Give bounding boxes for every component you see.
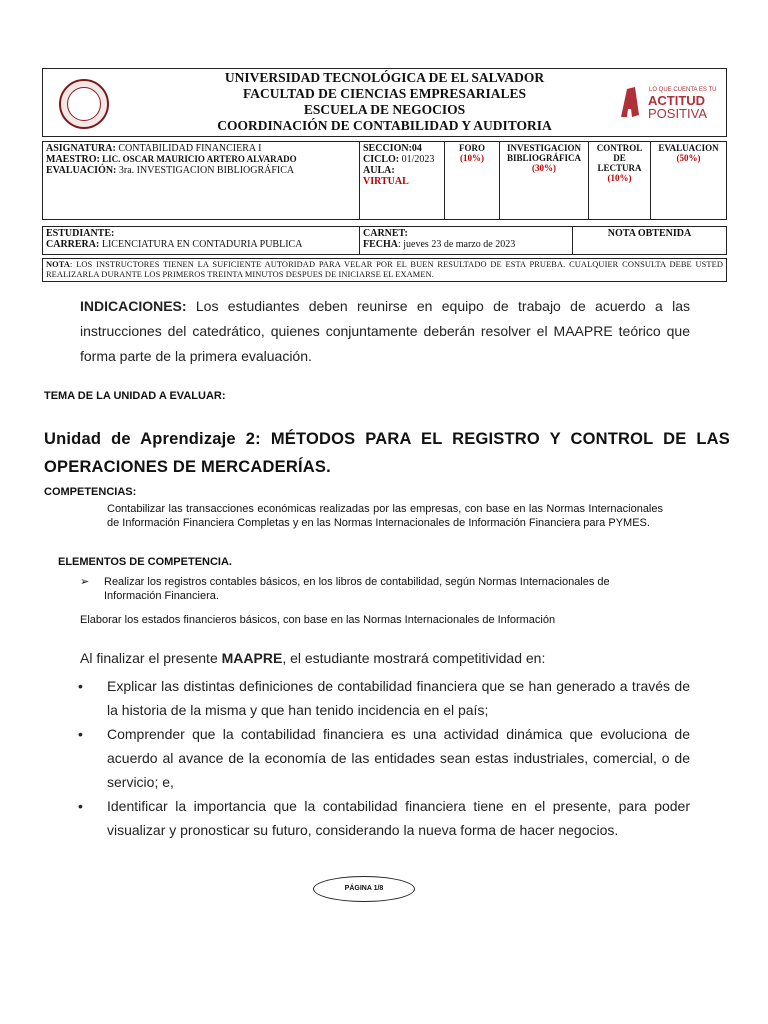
maestro-value: LIC. OSCAR MAURICIO ARTERO ALVARADO: [102, 154, 297, 164]
elementos-heading: ELEMENTOS DE COMPETENCIA.: [58, 556, 232, 568]
foro-pct: (10%): [460, 153, 484, 163]
logo-positiva: POSITIVA: [648, 106, 707, 121]
ciclo-value: 01/2023: [401, 154, 435, 165]
evaluacion-value: 3ra. INVESTIGACION BIBLIOGRÁFICA: [118, 165, 295, 176]
coordination-name: COORDINACIÓN DE CONTABILIDAD Y AUDITORIA: [217, 118, 552, 133]
carrera-value: LICENCIATURA EN CONTADURIA PUBLICA: [101, 239, 303, 250]
eval-pct: (50%): [676, 153, 701, 163]
estudiante-label: ESTUDIANTE:: [46, 228, 115, 239]
competency-bullet-list: [78, 674, 690, 842]
list-item: • Identificar la importancia que la contabilidad financiera tiene en el presente, para poder visualizar y pronosticar su futuro, considerando la nueva forma de hacer negocios.: [78, 794, 690, 842]
logo-small-text: LO QUE CUENTA ES TU: [649, 87, 717, 93]
arrow-bullet-icon: ➢: [80, 576, 90, 588]
bullet-icon: •: [78, 798, 83, 814]
nota-box: NOTA: LOS INSTRUCTORES TIENEN LA SUFICIENTE AUTORIDAD PARA VELAR POR EL BUEN RESULTADO DE ESTA PRUEBA. CUALQUIER CONSULTA DEBE USTED REALIZARLA DURANTE LOS PRIMEROS TREINTA MINUTOS DESPUES DE INICIARSE EL EXAMEN.: [42, 258, 727, 282]
asignatura-value: CONTABILIDAD FINANCIERA I: [118, 143, 262, 154]
student-info-table: ESTUDIANTE: CARRERA: LICENCIATURA EN CONTADURIA PUBLICA CARNET: FECHA: jueves 23 de marzo de 2023 NOTA OBTENIDA: [42, 226, 727, 255]
page-number: PÁGINA 1/8: [313, 876, 415, 902]
bullet-icon: •: [78, 678, 83, 694]
bullet-icon: •: [78, 726, 83, 742]
seccion-value: 04: [411, 143, 422, 154]
elaborar-text: Elaborar los estados financieros básicos, con base en las Normas Internacionales de Información: [80, 614, 556, 626]
carnet-label: CARNET:: [363, 228, 408, 239]
competencias-heading: COMPETENCIAS:: [44, 486, 137, 498]
university-name: UNIVERSIDAD TECNOLÓGICA DE EL SALVADOR: [224, 70, 545, 85]
faculty-name: FACULTAD DE CIENCIAS EMPRESARIALES: [243, 86, 526, 101]
fecha-value: : jueves 23 de marzo de 2023: [398, 239, 516, 250]
aula-value: VIRTUAL: [363, 176, 409, 187]
list-item: • Comprender que la contabilidad financiera es una actividad dinámica que evoluciona de acuerdo al avance de la economía de las entidades sean estas industriales, comercial, o de servicio; e,: [78, 722, 690, 794]
course-info-table: ASIGNATURA: CONTABILIDAD FINANCIERA I MAESTRO: LIC. OSCAR MAURICIO ARTERO ALVARADO EVALUACIÓN: 3ra. INVESTIGACION BIBLIOGRÁFICA SECCION:04 CICLO: 01/2023 AULA: VIRTUAL FORO (10%) INVESTIGACION BIBLIOGRÁFICA (30%) CONTROL DE LECTURA (10%) EVALUACION (50%): [42, 141, 727, 220]
indicaciones-paragraph: INDICACIONES: Los estudiantes deben reunirse en equipo de trabajo de acuerdo a las instrucciones del catedrático, quienes conjuntamente deberán resolver el MAAPRE teórico que forma parte de la primera evaluación.: [80, 298, 690, 364]
list-item: • Explicar las distintas definiciones de contabilidad financiera que se han generado a través de la historia de la misma y que han tenido incidencia en el país;: [78, 674, 690, 722]
unidad-title: Unidad de Aprendizaje 2: MÉTODOS PARA EL REGISTRO Y CONTROL DE LAS OPERACIONES DE MERCADERÍAS.: [44, 430, 730, 476]
invest-pct: (30%): [532, 163, 556, 173]
school-name: ESCUELA DE NEGOCIOS: [303, 102, 466, 117]
header-box: [42, 68, 727, 137]
nota-obtenida-label: NOTA OBTENIDA: [607, 228, 692, 239]
control-pct: (10%): [607, 173, 632, 183]
competencias-text: Contabilizar las transacciones económicas realizadas por las empresas, con base en las Normas Internacionales de Información Financiera Completas y en las Normas Internacionales de Información Financiera para PYMES.: [107, 503, 663, 529]
actitud-positiva-logo: [617, 81, 719, 123]
tema-heading: TEMA DE LA UNIDAD A EVALUAR:: [44, 390, 226, 402]
maapre-intro: Al finalizar el presente MAAPRE, el estudiante mostrará competitividad en:: [80, 650, 546, 666]
logo-actitud: ACTITUD: [648, 93, 706, 108]
